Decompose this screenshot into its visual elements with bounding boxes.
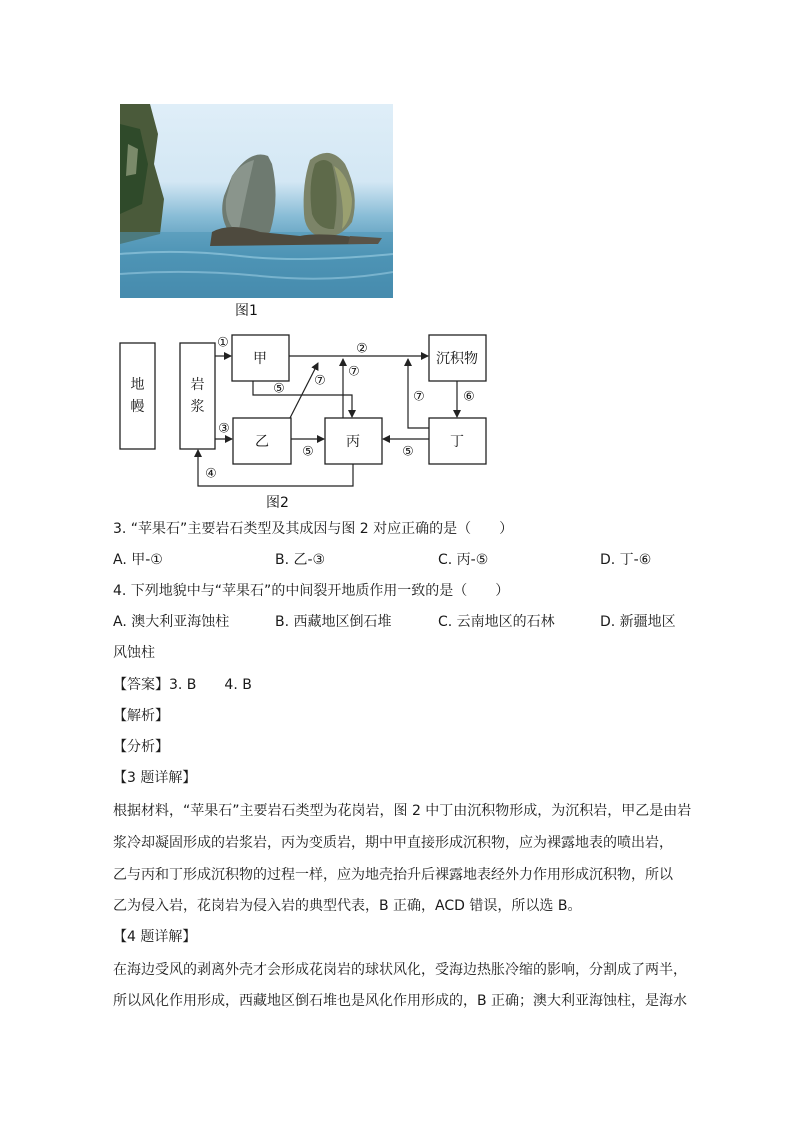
magma-label: 岩 浆 — [190, 377, 205, 415]
question3-option-a: A. 甲-① — [113, 552, 163, 568]
ding-label: 丁 — [450, 434, 464, 450]
arrow-label-6: ⑥ — [463, 389, 475, 405]
answer-line — [113, 675, 252, 695]
question3-option-c: C. 丙-⑤ — [438, 552, 489, 568]
q3-detail-line-3: 乙与丙和丁形成沉积物的过程一样，应为地壳抬升后裸露地表经外力作用形成沉积物，所以 — [113, 867, 673, 883]
arrow-label-2: ② — [356, 341, 368, 357]
answer-text: 3. B 4. B — [169, 677, 252, 693]
split-apple-rock-photo — [120, 104, 393, 298]
q4-detail-label: 【4 题详解】 — [113, 929, 197, 945]
arrow-label-7-bing: ⑦ — [348, 364, 360, 380]
analysis-label: 【解析】 — [113, 708, 169, 724]
rock-cycle-diagram — [110, 326, 500, 496]
question4-stem: 4. 下列地貌中与“苹果石”的中间裂开地质作用一致的是（ ） — [113, 583, 510, 599]
q3-detail-line-4: 乙为侵入岩，花岗岩为侵入岩的典型代表，B 正确，ACD 错误，所以选 B。 — [113, 898, 582, 914]
arrow-label-5-yi-bing: ⑤ — [302, 444, 314, 460]
q4-detail-line-1: 在海边受风的剥离外壳才会形成花岗岩的球状风化，受海边热胀冷缩的影响，分割成了两半， — [113, 962, 687, 978]
arrow-label-4: ④ — [205, 466, 217, 482]
question4-option-b: B. 西藏地区倒石堆 — [275, 614, 392, 630]
arrow-label-7-ding: ⑦ — [413, 389, 425, 405]
sediment-label: 沉积物 — [436, 351, 478, 367]
figure2-caption: 图2 — [266, 495, 289, 511]
bing-label: 丙 — [346, 434, 360, 450]
q3-detail-line-1: 根据材料，“苹果石”主要岩石类型为花岗岩，图 2 中丁由沉积物形成，为沉积岩，甲乙是由岩 — [113, 803, 692, 819]
arrow-label-1: ① — [217, 335, 229, 351]
q3-detail-label: 【3 题详解】 — [113, 770, 197, 786]
arrow-label-7-yi-jia: ⑦ — [314, 373, 326, 389]
arrow-label-3: ③ — [218, 421, 230, 437]
question4-option-c: C. 云南地区的石林 — [438, 614, 555, 630]
arrow-label-5-jia-bing: ⑤ — [273, 381, 285, 397]
q4-detail-line-2: 所以风化作用形成，西藏地区倒石堆也是风化作用形成的，B 正确；澳大利亚海蚀柱，是海水 — [113, 993, 688, 1009]
question3-option-d: D. 丁-⑥ — [600, 552, 652, 568]
mantle-label: 地 幔 — [130, 377, 145, 415]
fenxi-label: 【分析】 — [113, 739, 169, 755]
question3-stem: 3. “苹果石”主要岩石类型及其成因与图 2 对应正确的是（ ） — [113, 521, 514, 537]
question4-option-a: A. 澳大利亚海蚀柱 — [113, 614, 230, 630]
q3-detail-line-2: 浆冷却凝固形成的岩浆岩，丙为变质岩，期中甲直接形成沉积物，应为裸露地表的喷出岩， — [113, 835, 673, 851]
question3-option-b: B. 乙-③ — [275, 552, 326, 568]
answer-label: 【答案】 — [113, 677, 169, 693]
question4-option-d: D. 新疆地区 — [600, 614, 676, 630]
question4-option-d-continuation: 风蚀柱 — [113, 645, 155, 661]
arrow-label-5-ding-bing: ⑤ — [402, 444, 414, 460]
jia-label: 甲 — [253, 351, 267, 367]
figure1-caption: 图1 — [235, 303, 258, 319]
yi-label: 乙 — [255, 434, 269, 450]
